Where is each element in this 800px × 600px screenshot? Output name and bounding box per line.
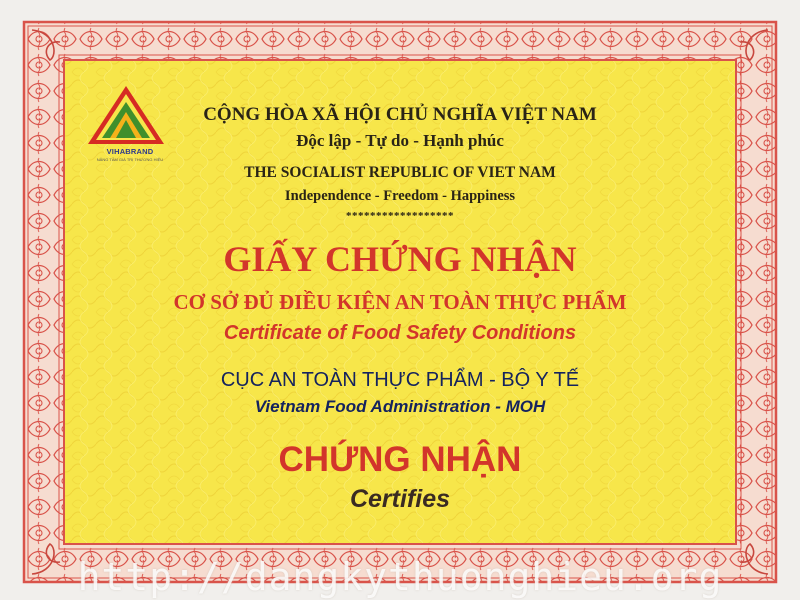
watermark-url: http://dangkythuonghieu.org (77, 555, 723, 599)
national-title-en: THE SOCIALIST REPUBLIC OF VIET NAM (244, 164, 556, 181)
certificate-subtitle-en: Certificate of Food Safety Conditions (223, 322, 577, 344)
certificate-title: GIẤY CHỨNG NHẬN (223, 239, 577, 279)
certificate-subtitle-vi: CƠ SỞ ĐỦ ĐIỀU KIỆN AN TOÀN THỰC PHẨM (173, 290, 627, 314)
certifies-vi: CHỨNG NHẬN (278, 440, 522, 479)
logo-brand: VIHABRAND (106, 147, 154, 156)
logo-slogan: NÂNG TẦM GIÁ TRỊ THƯƠNG HIỆU (96, 157, 164, 162)
issuer-en: Vietnam Food Administration - MOH (254, 397, 546, 416)
header-separator: ****************** (346, 210, 454, 222)
national-motto-en: Independence - Freedom - Happiness (284, 188, 516, 204)
certifies-en: Certifies (349, 485, 451, 513)
national-motto-vi: Độc lập - Tự do - Hạnh phúc (296, 131, 504, 150)
issuer-vi: CỤC AN TOÀN THỰC PHẨM - BỘ Y TẾ (220, 369, 580, 391)
national-title-vi: CỘNG HÒA XÃ HỘI CHỦ NGHĨA VIỆT NAM (203, 104, 597, 125)
